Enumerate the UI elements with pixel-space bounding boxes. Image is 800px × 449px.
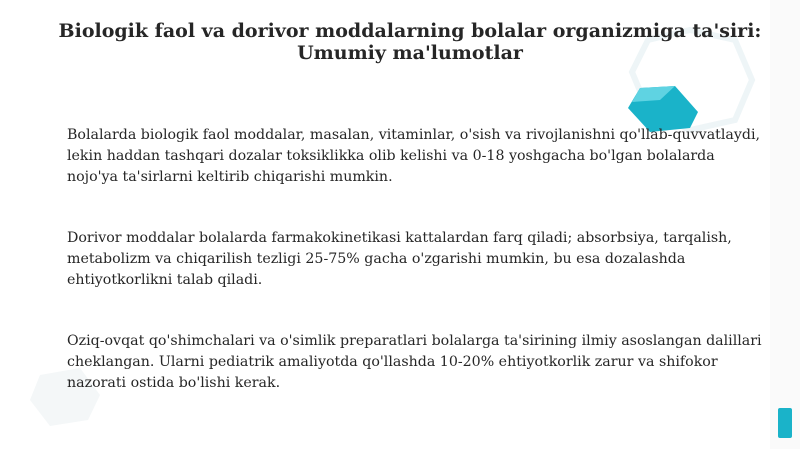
title-line-2: Umumiy ma'lumotlar — [297, 42, 523, 64]
paragraph-1: Bolalarda biologik faol moddalar, masalan, vitaminlar, o'sish va rivojlanishni qo'llab-quvvatlaydi, lekin haddan tashqari dozalar toksiklikka olib kelishi va 0-18 yoshgacha bo'lgan bolalarda nojo'ya ta'sirlarni keltirib chiqarishi mumkin. — [67, 127, 760, 185]
title-line-1: Biologik faol va dorivor moddalarning bolalar organizmiga ta'siri: — [58, 20, 762, 42]
slide-title — [40, 20, 780, 64]
paragraph-3: Oziq-ovqat qo'shimchalari va o'simlik preparatlari bolalarga ta'sirining ilmiy asoslangan dalillari cheklangan. Ularni pediatrik amaliyotda qo'llashda 10-20% ehtiyotkorlik zarur va shifokor nazorati ostida bo'lishi kerak. — [67, 333, 762, 391]
scrollbar-thumb[interactable] — [778, 408, 792, 438]
paragraph-2: Dorivor moddalar bolalarda farmakokinetikasi kattalardan farq qiladi; absorbsiya, tarqalish, metabolizm va chiqarilish tezligi 25-75% gacha o'zgarishi mumkin, bu esa dozalashda ehtiyotkorlikni talab qiladi. — [67, 230, 732, 288]
